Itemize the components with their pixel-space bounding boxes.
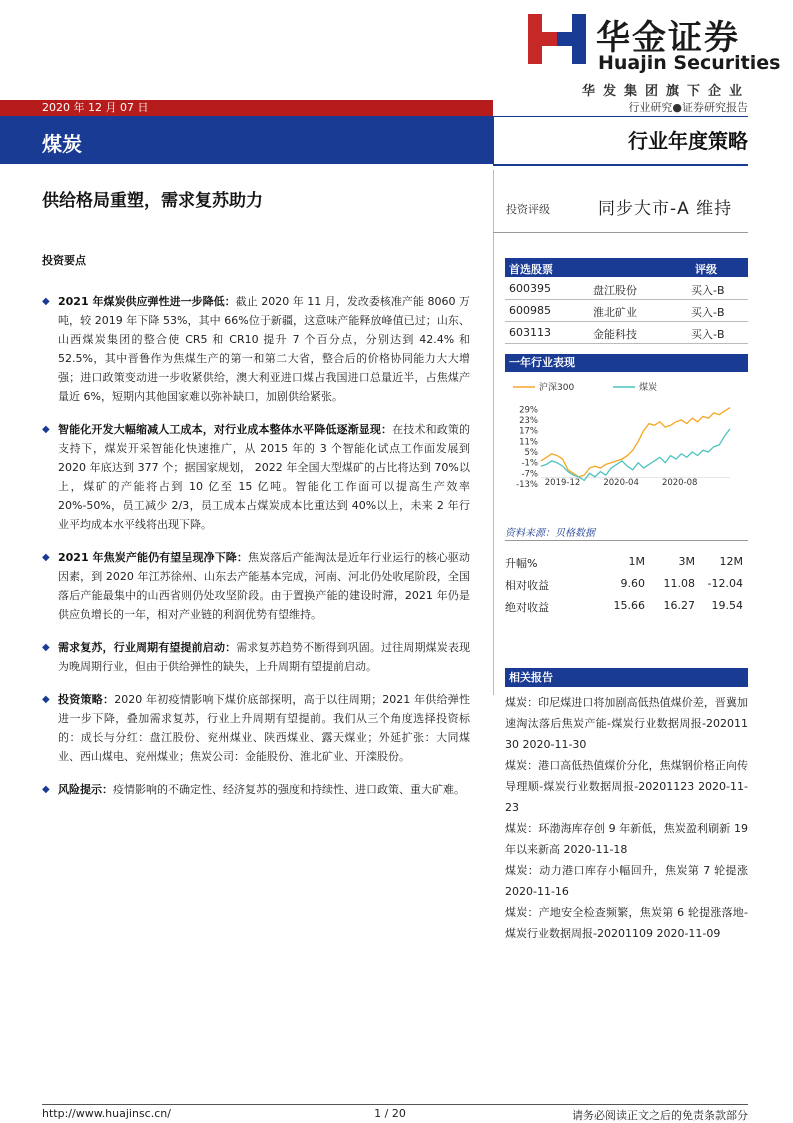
y-tick-label: 5%	[524, 448, 538, 458]
bullet-body: 在技术和政策的支持下，煤炭开采智能化快速推广，从 2015 年的 3 个智能化试点工作面发展到 2020 年底达到 377 个；据国家规划， 2022 年全国大型煤矿的占比将达到 70%以上，煤矿的产能将占到 10 亿至 15 亿吨。智能化工作面可以提高生产效率 20%-50%，员工减少 2/3，员工成本占煤炭成本比重达到 40%以上，未来 2 年行业平均成本水平线将出现下降。	[58, 423, 471, 531]
table-row	[505, 574, 748, 594]
y-tick-label: -7%	[521, 469, 538, 480]
bullet-head: 需求复苏，行业周期有望提前启动：	[58, 641, 237, 654]
column-header: 评级	[695, 263, 717, 276]
rating-label: 投资评级	[506, 203, 550, 216]
industry-name: 煤炭	[42, 132, 82, 156]
investment-points	[42, 292, 470, 813]
related-report-link[interactable]: 煤炭：产地安全检查频繁，焦炭第 6 轮提涨落地-煤炭行业数据周报-20201109 2020-11-09	[505, 906, 748, 940]
row-label: 相对收益	[505, 579, 549, 592]
section-heading: 一年行业表现	[505, 354, 748, 372]
stock-rating: 买入-B	[691, 306, 725, 319]
divider	[493, 164, 748, 166]
divider	[493, 116, 748, 117]
list-item	[42, 420, 470, 534]
footer-url[interactable]: http://www.huajinsc.cn/	[42, 1107, 171, 1120]
list-item	[42, 548, 470, 624]
section-heading: 投资要点	[42, 254, 86, 267]
column-header: 12M	[719, 555, 743, 568]
bullet-head: 投资策略：	[58, 693, 115, 706]
stock-name: 金能科技	[593, 328, 637, 341]
related-reports	[505, 692, 748, 944]
x-tick-label: 2019-12	[544, 478, 581, 488]
stock-code: 600395	[509, 282, 551, 295]
report-type: 行业研究●证券研究报告	[628, 101, 748, 114]
table-header-row	[505, 552, 748, 572]
stock-rating: 买入-B	[691, 284, 725, 297]
y-tick-label: 29%	[519, 405, 538, 416]
table-row	[505, 323, 748, 344]
diamond-icon: ◆	[42, 694, 50, 705]
stock-table-header	[505, 258, 748, 277]
report-date: 2020 年 12 月 07 日	[42, 101, 149, 114]
diamond-icon: ◆	[42, 552, 50, 563]
rating-value: 同步大市-A 维持	[598, 199, 733, 219]
footer-disclaimer: 请务必阅读正文之后的免责条款部分	[572, 1109, 748, 1122]
bullet-body: 2020 年初疫情影响下煤价底部探明，高于以往周期；2021 年供给弹性进一步下降，叠加需求复苏，行业上升周期有望提前。我们从三个角度选择投资标的：成长与分红：盘江股份、兖州煤业、陕西煤业、露天煤业；外延扩张：大同煤业、西山煤电、兖州煤业；焦炭公司：金能股份、淮北矿业、开滦股份。	[58, 693, 470, 763]
report-kind: 行业年度策略	[628, 129, 748, 153]
stock-code: 600985	[509, 304, 551, 317]
table-cell: 11.08	[663, 577, 695, 590]
stock-code: 603113	[509, 326, 551, 339]
table-cell: 9.60	[620, 577, 645, 590]
stock-name: 淮北矿业	[593, 306, 637, 319]
industry-performance-chart	[505, 378, 748, 508]
huajin-logo-icon	[528, 14, 586, 64]
series-line-煤炭	[541, 429, 730, 481]
y-tick-label: 23%	[519, 416, 538, 426]
column-header: 首选股票	[509, 263, 553, 276]
stock-name: 盘江股份	[593, 284, 637, 297]
legend-label: 沪深300	[539, 383, 575, 393]
page-number: 1 / 20	[374, 1107, 406, 1120]
divider	[505, 540, 748, 541]
brand-name-cn: 华金证券	[596, 18, 740, 58]
table-row	[505, 279, 748, 300]
y-tick-label: 11%	[519, 437, 538, 448]
brand-name-en: Huajin Securities	[598, 52, 781, 74]
divider	[493, 232, 748, 233]
legend-label: 煤炭	[639, 383, 658, 393]
list-item	[42, 638, 470, 676]
bullet-body: 疫情影响的不确定性、经济复苏的强度和持续性、进口政策、重大矿难。	[113, 783, 465, 796]
list-item	[42, 690, 470, 766]
footer-divider	[42, 1104, 748, 1105]
bullet-body: 需求复苏趋势不断得到巩固。过往周期煤炭表现为晚周期行业，但由于供给弹性的缺失，上升周期有望提前启动。	[58, 641, 471, 673]
table-row	[505, 301, 748, 322]
y-tick-label: -1%	[521, 458, 538, 469]
brand-slogan: 华发集团旗下企业	[581, 84, 750, 99]
table-cell: -12.04	[707, 577, 743, 590]
table-cell: 15.66	[613, 599, 645, 612]
column-divider	[493, 170, 494, 695]
diamond-icon: ◆	[42, 296, 50, 307]
diamond-icon: ◆	[42, 642, 50, 653]
bullet-head: 智能化开发大幅缩减人工成本，对行业成本整体水平降低逐渐显现：	[58, 423, 393, 436]
section-heading: 相关报告	[505, 668, 748, 687]
table-cell: 19.54	[711, 599, 743, 612]
x-tick-label: 2020-08	[661, 478, 698, 488]
stock-rating: 买入-B	[691, 328, 725, 341]
table-cell: 16.27	[663, 599, 695, 612]
related-report-link[interactable]: 煤炭：动力港口库存小幅回升，焦炭第 7 轮提涨 2020-11-16	[505, 864, 748, 898]
column-header: 3M	[678, 555, 695, 568]
diamond-icon: ◆	[42, 784, 50, 795]
row-label: 绝对收益	[505, 601, 549, 614]
y-tick-label: -13%	[516, 480, 538, 490]
table-row	[505, 596, 748, 616]
bullet-head: 2021 年焦炭产能仍有望呈现净下降：	[58, 551, 249, 564]
bullet-body: 截止 2020 年 11 月，发改委核准产能 8060 万吨，较 2019 年下降 53%，其中 66%位于新疆，这意味产能释放峰值已过；山东、山西煤炭集团的整合使 CR5 和 CR10 提升 7 个百分点，分别达到 42.4% 和 52.5%，其中晋鲁作为焦煤生产的第一和第二大省，整合后的价格协同能力大大增强；进口政策变动进一步收紧供给，澳大利亚进口煤占我国进口总量近半，占焦煤产量近 6%，短期内其他国家难以弥补缺口，加剧供给紧张。	[58, 295, 470, 403]
bullet-body: 焦炭落后产能淘汰是近年行业运行的核心驱动因素，到 2020 年江苏徐州、山东去产能基本完成，河南、河北仍处收尾阶段，全国落后产能最集中的山西省则仍处攻坚阶段。由于置换产能的建设时滞，2021 年仍是供应负增长的一年，相对产业链的利润优势有望维持。	[58, 551, 470, 621]
chart-source: 资料来源：贝格数据	[505, 528, 595, 539]
related-report-link[interactable]: 煤炭：港口高低热值煤价分化，焦煤钢价格正向传导理顺-煤炭行业数据周报-20201123 2020-11-23	[505, 759, 748, 814]
related-report-link[interactable]: 煤炭：印尼煤进口将加剧高低热值煤价差，晋冀加速淘汰落后焦炭产能-煤炭行业数据周报-20201130 2020-11-30	[505, 696, 748, 751]
page-title: 供给格局重塑，需求复苏助力	[42, 191, 263, 211]
diamond-icon: ◆	[42, 424, 50, 435]
column-header: 1M	[628, 555, 645, 568]
bullet-head: 2021 年煤炭供应弹性进一步降低：	[58, 295, 236, 308]
list-item	[42, 780, 470, 799]
related-report-link[interactable]: 煤炭：环渤海库存创 9 年新低，焦炭盈利刷新 19 年以来新高 2020-11-18	[505, 822, 748, 856]
list-item	[42, 292, 470, 406]
x-tick-label: 2020-04	[603, 478, 639, 488]
bullet-head: 风险提示：	[58, 783, 113, 796]
y-tick-label: 17%	[519, 426, 538, 437]
column-header: 升幅%	[505, 557, 538, 570]
